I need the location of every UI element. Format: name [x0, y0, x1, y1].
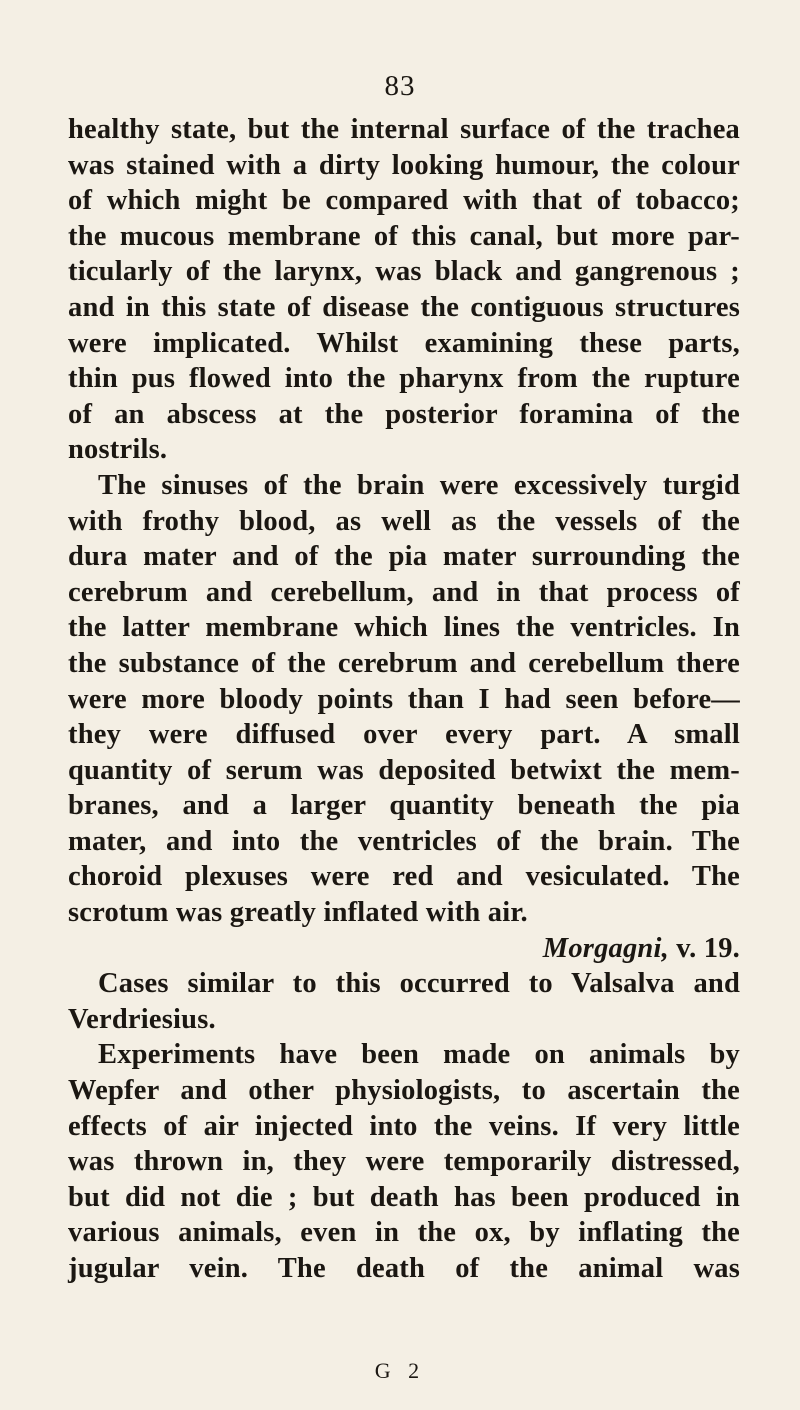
text-line: but did not die ; but death has been produced in	[68, 1181, 740, 1213]
body-text	[68, 112, 740, 1287]
citation	[68, 931, 740, 967]
text-line: the latter membrane which lines the ventricles. In	[68, 612, 740, 644]
text-line: dura mater and of the pia mater surrounding the	[68, 541, 740, 573]
text-line: quantity of serum was deposited betwixt the mem-	[68, 754, 740, 786]
paragraph-end-line: nostrils.	[68, 434, 168, 466]
text-line: and in this state of disease the contiguous structures	[68, 291, 740, 323]
paragraph-end-line: scrotum was greatly inflated with air.	[68, 897, 528, 929]
text-line: with frothy blood, as well as the vessels of the	[68, 505, 740, 537]
paragraph-end-line: Verdriesius.	[68, 1003, 216, 1035]
text-line: effects of air injected into the veins. If very little	[68, 1110, 740, 1142]
text-line: the mucous membrane of this canal, but more par-	[68, 220, 740, 252]
text-line: ticularly of the larynx, was black and gangrenous ;	[68, 256, 740, 288]
paragraph-start-line: Experiments have been made on animals by	[98, 1039, 740, 1071]
citation-author: Morgagni,	[542, 932, 669, 964]
paragraph-start-line: Cases similar to this occurred to Valsalva and	[98, 968, 740, 1000]
text-line: was stained with a dirty looking humour, the colour	[68, 149, 740, 181]
text-line: jugular vein. The death of the animal was	[68, 1253, 740, 1284]
text-line: various animals, even in the ox, by inflating the	[68, 1217, 740, 1249]
text-line: choroid plexuses were red and vesiculated. The	[68, 861, 740, 893]
text-line: cerebrum and cerebellum, and in that process of	[68, 576, 740, 608]
text-line: healthy state, but the internal surface of the trachea	[68, 114, 740, 145]
text-line: they were diffused over every part. A small	[68, 719, 740, 751]
text-line: was thrown in, they were temporarily distressed,	[68, 1146, 740, 1178]
text-line: the substance of the cerebrum and cerebellum there	[68, 647, 740, 679]
text-line: mater, and into the ventricles of the brain. The	[68, 825, 740, 857]
text-line: branes, and a larger quantity beneath the pia	[68, 790, 740, 822]
text-line: thin pus flowed into the pharynx from the rupture	[68, 363, 740, 395]
paragraph-start-line: The sinuses of the brain were excessively turgid	[98, 469, 740, 501]
text-line: of which might be compared with that of tobacco;	[68, 185, 740, 217]
page-number: 83	[384, 70, 416, 102]
citation-reference: v. 19.	[668, 932, 740, 964]
text-line: were implicated. Whilst examining these parts,	[68, 327, 740, 359]
signature-mark: G 2	[374, 1358, 426, 1383]
text-line: were more bloody points than I had seen before—	[68, 683, 740, 715]
text-line: of an abscess at the posterior foramina of the	[68, 398, 740, 430]
text-line: Wepfer and other physiologists, to ascertain the	[68, 1075, 740, 1107]
